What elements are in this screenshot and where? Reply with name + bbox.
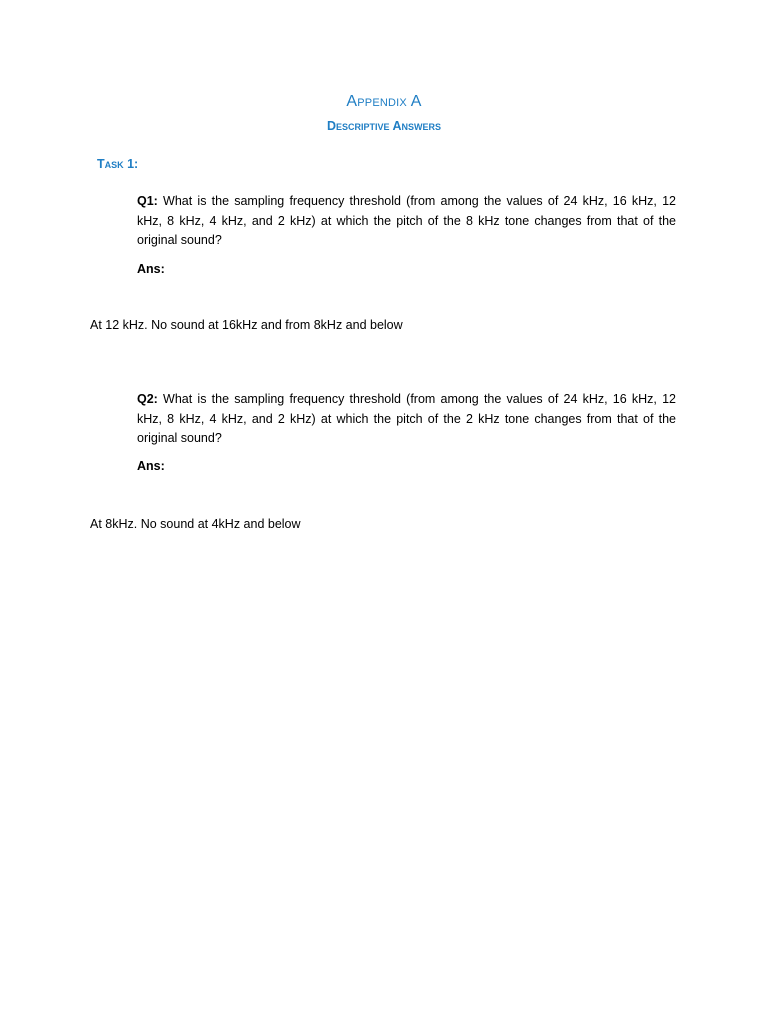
question-2	[137, 390, 676, 449]
answer-2-text: At 8kHz. No sound at 4kHz and below	[90, 517, 301, 531]
question-1-label: Q1:	[137, 194, 158, 208]
answer-1-text: At 12 kHz. No sound at 16kHz and from 8kHz and below	[90, 318, 403, 332]
answer-2-label: Ans:	[137, 459, 165, 473]
appendix-title: Appendix A	[346, 93, 422, 110]
question-1-text: What is the sampling frequency threshold (from among the values of 24 kHz, 16 kHz, 12 kHz, 8 kHz, 4 kHz, and 2 kHz) at which the pitch of the 8 kHz tone changes from that of the original sound?	[137, 194, 676, 247]
task-label: Task 1:	[97, 157, 139, 171]
answer-1-label: Ans:	[137, 262, 165, 276]
question-2-label: Q2:	[137, 392, 158, 406]
question-2-text: What is the sampling frequency threshold (from among the values of 24 kHz, 16 kHz, 12 kHz, 8 kHz, 4 kHz, and 2 kHz) at which the pitch of the 2 kHz tone changes from that of the original sound?	[137, 392, 676, 445]
appendix-subtitle: Descriptive Answers	[326, 119, 442, 133]
question-1	[137, 192, 676, 251]
